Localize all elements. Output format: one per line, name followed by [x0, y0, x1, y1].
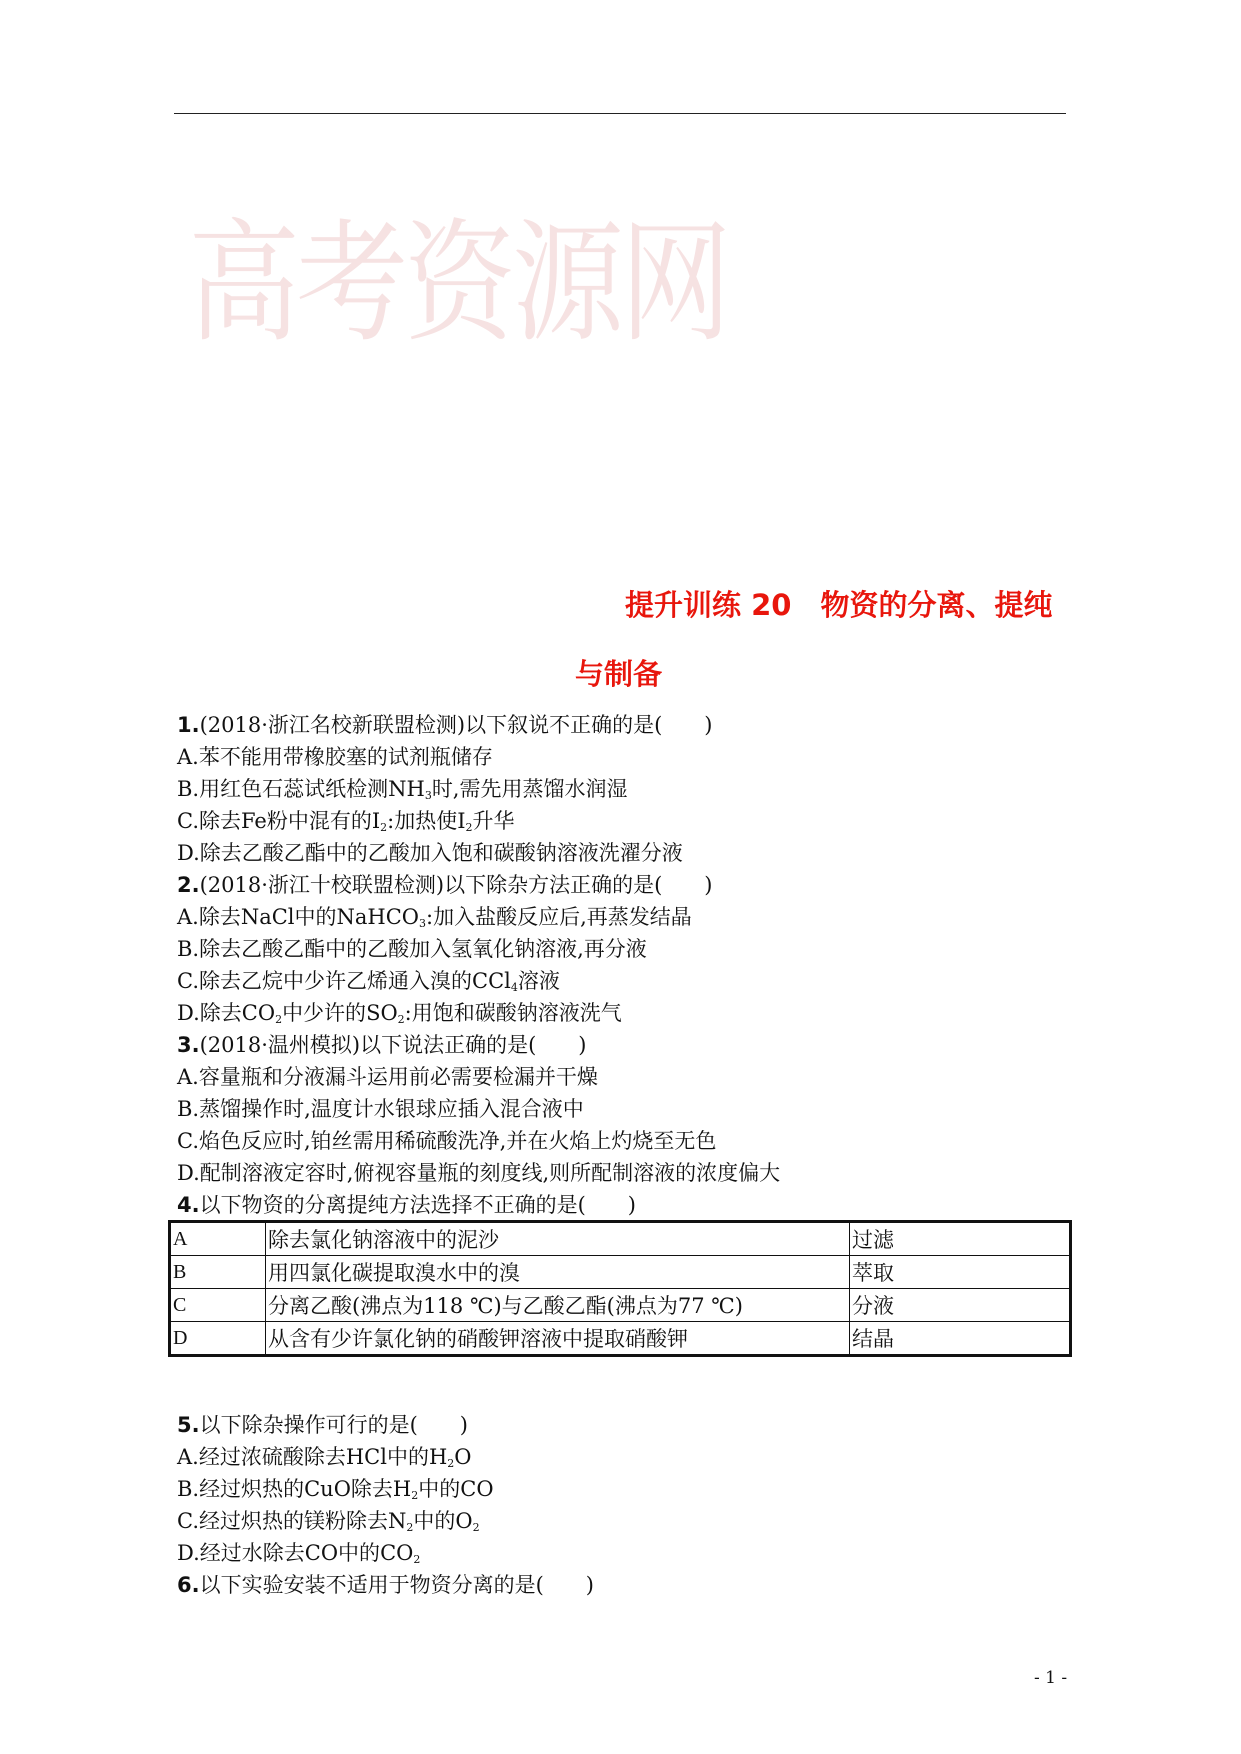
formula: NaHCO: [336, 905, 420, 929]
question-text: 以下物资的分离提纯方法选择不正确的是( ): [199, 1193, 636, 1217]
formula: CO: [380, 1541, 414, 1565]
question-3-stem: [177, 1032, 586, 1058]
option-text: 中的CO: [418, 1477, 494, 1501]
page-title-line2: 与制备: [575, 657, 663, 691]
subscript: 2: [472, 1521, 480, 1534]
option-text: B.经过炽热的CuO除去: [177, 1477, 393, 1501]
page-title-line1: 提升训练 20 物资的分离、提纯: [625, 588, 1053, 622]
question-1-option-a: A.苯不能用带橡胶塞的试剂瓶储存: [177, 745, 493, 769]
table-row: [170, 1256, 1071, 1289]
table-row: [170, 1322, 1071, 1356]
option-text: D.除去: [177, 1001, 242, 1025]
question-3-option-b: B.蒸馏操作时,温度计水银球应插入混合液中: [177, 1097, 584, 1121]
question-5-option-c: [177, 1508, 480, 1541]
table-cell: B: [170, 1256, 266, 1289]
question-text: (2018·浙江十校联盟检测)以下除杂方法正确的是( ): [199, 873, 713, 897]
question-3-option-a: A.容量瓶和分液漏斗运用前必需要检漏并干燥: [177, 1065, 598, 1089]
table-cell: 结晶: [850, 1322, 1071, 1356]
question-1-stem: [177, 712, 712, 738]
subscript: 2: [447, 1457, 455, 1470]
question-4-stem: [177, 1192, 636, 1218]
option-text: A.经过浓硫酸除去HCl中的: [177, 1445, 429, 1469]
option-text: :加热使: [387, 809, 458, 833]
table-cell: 过滤: [850, 1222, 1071, 1256]
table-cell: 萃取: [850, 1256, 1071, 1289]
question-3-option-d: D.配制溶液定容时,俯视容量瓶的刻度线,则所配制溶液的浓度偏大: [177, 1161, 781, 1185]
option-text: D.经过水除去CO中的: [177, 1541, 381, 1565]
option-text: C.除去乙烷中少许乙烯通入溴的: [177, 969, 472, 993]
subscript: 2: [406, 1521, 414, 1534]
subscript: 2: [275, 1013, 283, 1026]
question-2-stem: [177, 872, 712, 898]
question-2-option-b: B.除去乙酸乙酯中的乙酸加入氢氧化钠溶液,再分液: [177, 937, 647, 961]
subscript: 2: [397, 1013, 405, 1026]
formula: NH: [388, 777, 425, 801]
question-5-stem: [177, 1412, 468, 1438]
question-5-option-d: [177, 1540, 420, 1573]
question-1-option-d: D.除去乙酸乙酯中的乙酸加入饱和碳酸钠溶液洗濯分液: [177, 841, 683, 865]
question-number: 6.: [177, 1573, 200, 1597]
question-number: 1.: [177, 713, 200, 737]
table-row: [170, 1222, 1071, 1256]
option-text: :用饱和碳酸钠溶液洗气: [404, 1001, 622, 1025]
question-number: 5.: [177, 1413, 200, 1437]
watermark: 高考资源网: [188, 207, 728, 361]
table-cell: 除去氯化钠溶液中的泥沙: [266, 1222, 850, 1256]
table-cell: 从含有少许氯化钠的硝酸钾溶液中提取硝酸钾: [266, 1322, 850, 1356]
table-cell: 分离乙酸(沸点为118 ℃)与乙酸乙酯(沸点为77 ℃): [266, 1289, 850, 1322]
question-text: 以下除杂操作可行的是( ): [199, 1413, 468, 1437]
option-text: :加入盐酸反应后,再蒸发结晶: [426, 905, 692, 929]
table-cell: 用四氯化碳提取溴水中的溴: [266, 1256, 850, 1289]
table-cell: C: [170, 1289, 266, 1322]
question-number: 2.: [177, 873, 200, 897]
question-1-option-b: [177, 776, 628, 809]
subscript: 2: [411, 1489, 419, 1502]
subscript: 3: [419, 917, 427, 930]
question-text: (2018·浙江名校新联盟检测)以下叙说不正确的是( ): [199, 713, 713, 737]
formula: CO: [241, 1001, 276, 1025]
formula: SO: [366, 1001, 398, 1025]
formula: O: [455, 1509, 473, 1533]
option-text: 中的: [413, 1509, 456, 1533]
option-text: A.除去NaCl中的: [177, 905, 337, 929]
formula: CCl: [472, 969, 511, 993]
option-text: 升华: [472, 809, 515, 833]
table-row: [170, 1289, 1071, 1322]
subscript: 4: [510, 981, 518, 994]
question-5-option-a: [177, 1444, 472, 1477]
table-cell: D: [170, 1322, 266, 1356]
formula: I: [371, 809, 381, 833]
question-text: 以下实验安装不适用于物资分离的是( ): [199, 1573, 594, 1597]
page-number: - 1 -: [1034, 1668, 1068, 1688]
formula: O: [454, 1445, 472, 1469]
option-text: C.除去Fe粉中混有的: [177, 809, 372, 833]
option-text: B.用红色石蕊试纸检测: [177, 777, 389, 801]
question-2-option-c: [177, 968, 560, 1001]
question-4-table: [168, 1220, 1072, 1357]
question-number: 3.: [177, 1033, 200, 1057]
option-text: 时,需先用蒸馏水润湿: [431, 777, 628, 801]
question-text: (2018·温州模拟)以下说法正确的是( ): [199, 1033, 587, 1057]
option-text: 溶液: [517, 969, 560, 993]
subscript: 3: [424, 789, 432, 802]
option-text: C.经过炽热的镁粉除去: [177, 1509, 388, 1533]
formula: H: [428, 1445, 448, 1469]
subscript: 2: [465, 821, 473, 834]
table-cell: 分液: [850, 1289, 1071, 1322]
subscript: 2: [413, 1553, 421, 1566]
formula: N: [388, 1509, 407, 1533]
table-cell: A: [170, 1222, 266, 1256]
header-rule: [174, 113, 1066, 114]
option-text: 中少许的: [282, 1001, 367, 1025]
question-2-option-d: [177, 1000, 622, 1033]
question-1-option-c: [177, 808, 515, 841]
question-3-option-c: C.焰色反应时,铂丝需用稀硫酸洗净,并在火焰上灼烧至无色: [177, 1129, 717, 1153]
subscript: 2: [380, 821, 388, 834]
question-6-stem: [177, 1572, 594, 1598]
question-5-option-b: [177, 1476, 494, 1509]
formula: I: [457, 809, 466, 833]
question-number: 4.: [177, 1193, 200, 1217]
question-2-option-a: [177, 904, 692, 937]
formula: H: [392, 1477, 412, 1501]
